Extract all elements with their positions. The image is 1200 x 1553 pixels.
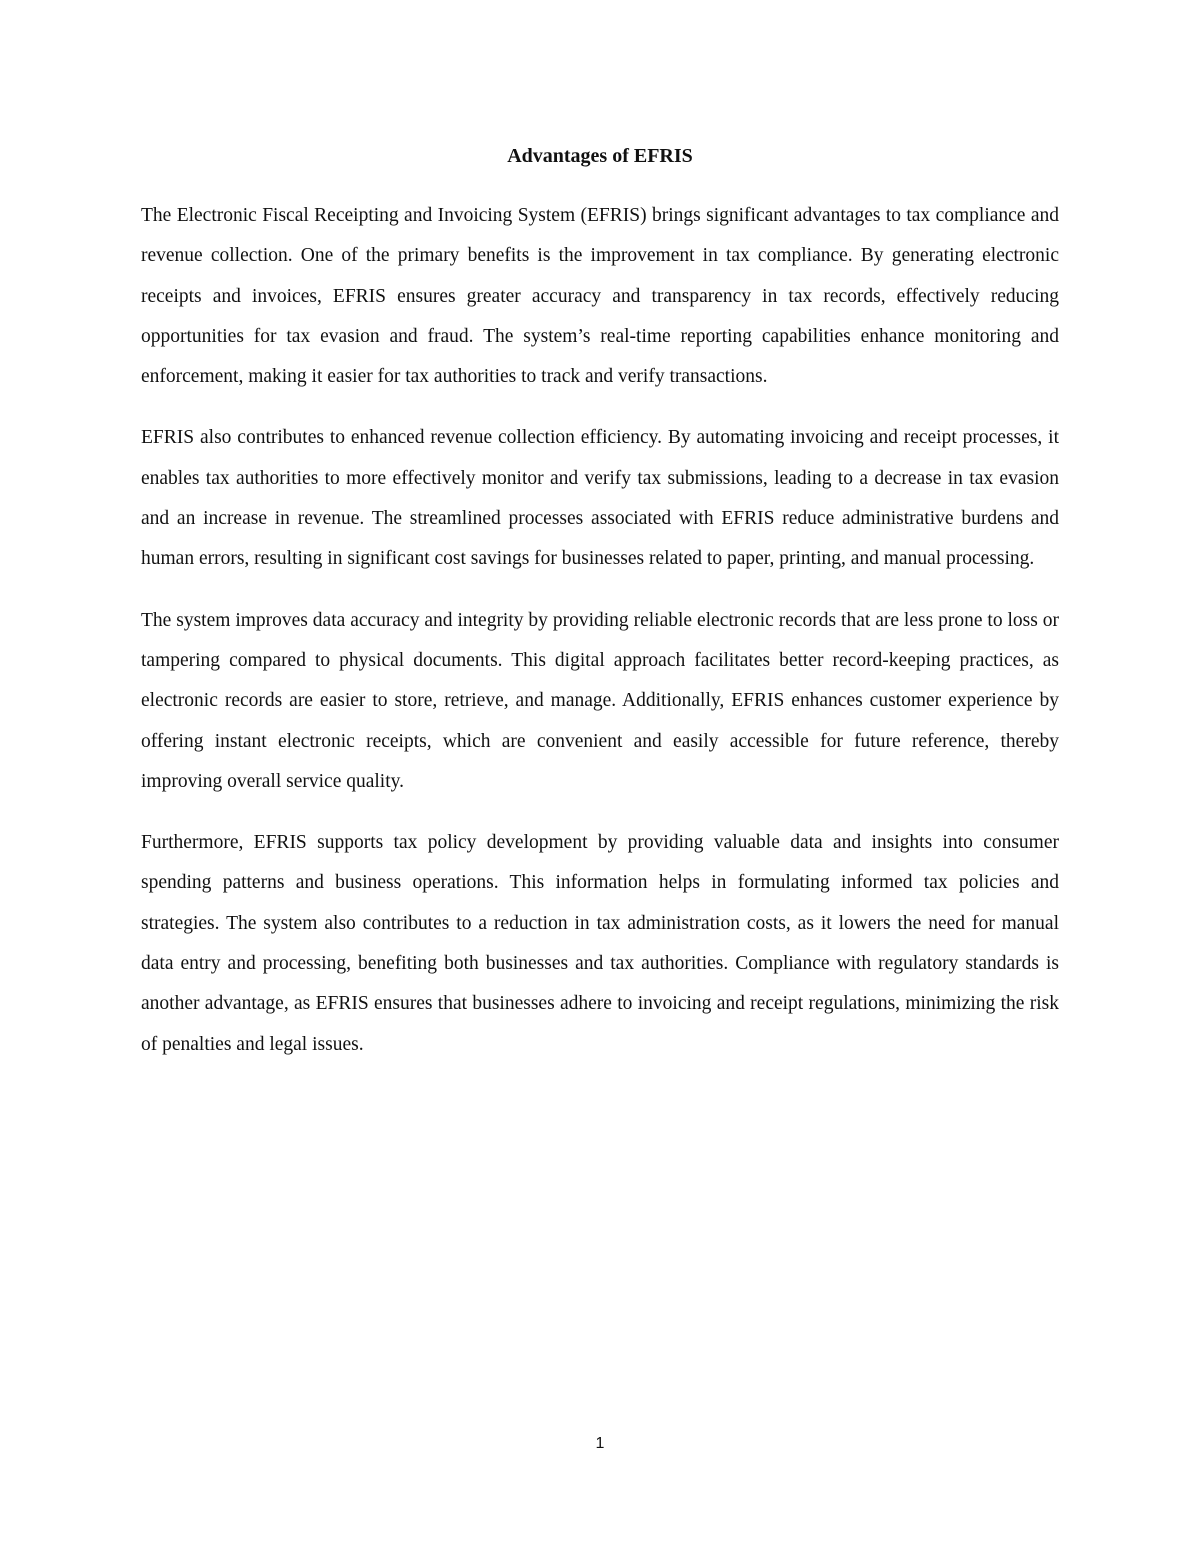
page-number: 1 — [595, 1435, 605, 1452]
document-title: Advantages of EFRIS — [507, 145, 693, 167]
paragraph-revenue-collection: EFRIS also contributes to enhanced revenue collection efficiency. By automating invoicing and receipt processes, it enables tax authorities to more effectively monitor and verify tax submissions, leading to a decrease in tax evasion and an increase in revenue. The streamlined processes associated with EFRIS reduce administrative burdens and human errors, resulting in significant cost savings for businesses related to paper, printing, and manual processing. — [141, 427, 1059, 570]
paragraph-data-accuracy: The system improves data accuracy and integrity by providing reliable electronic records that are less prone to loss or tampering compared to physical documents. This digital approach facilitates better record-keeping practices, as electronic records are easier to store, retrieve, and manage. Additionally, EFRIS enhances customer experience by offering instant electronic receipts, which are convenient and easily accessible for future reference, thereby improving overall service quality. — [141, 609, 1059, 792]
paragraph-tax-compliance: The Electronic Fiscal Receipting and Invoicing System (EFRIS) brings significant advantages to tax compliance and revenue collection. One of the primary benefits is the improvement in tax compliance. By generating electronic receipts and invoices, EFRIS ensures greater accuracy and transparency in tax records, effectively reducing opportunities for tax evasion and fraud. The system’s real-time reporting capabilities enhance monitoring and enforcement, making it easier for tax authorities to track and verify transactions. — [141, 205, 1059, 388]
paragraph-tax-policy: Furthermore, EFRIS supports tax policy development by providing valuable data and insights into consumer spending patterns and business operations. This information helps in formulating informed tax policies and strategies. The system also contributes to a reduction in tax administration costs, as it lowers the need for manual data entry and processing, benefiting both businesses and tax authorities. Compliance with regulatory standards is another advantage, as EFRIS ensures that businesses adhere to invoicing and receipt regulations, minimizing the risk of penalties and legal issues. — [141, 832, 1059, 1055]
document-body — [141, 196, 1059, 1086]
